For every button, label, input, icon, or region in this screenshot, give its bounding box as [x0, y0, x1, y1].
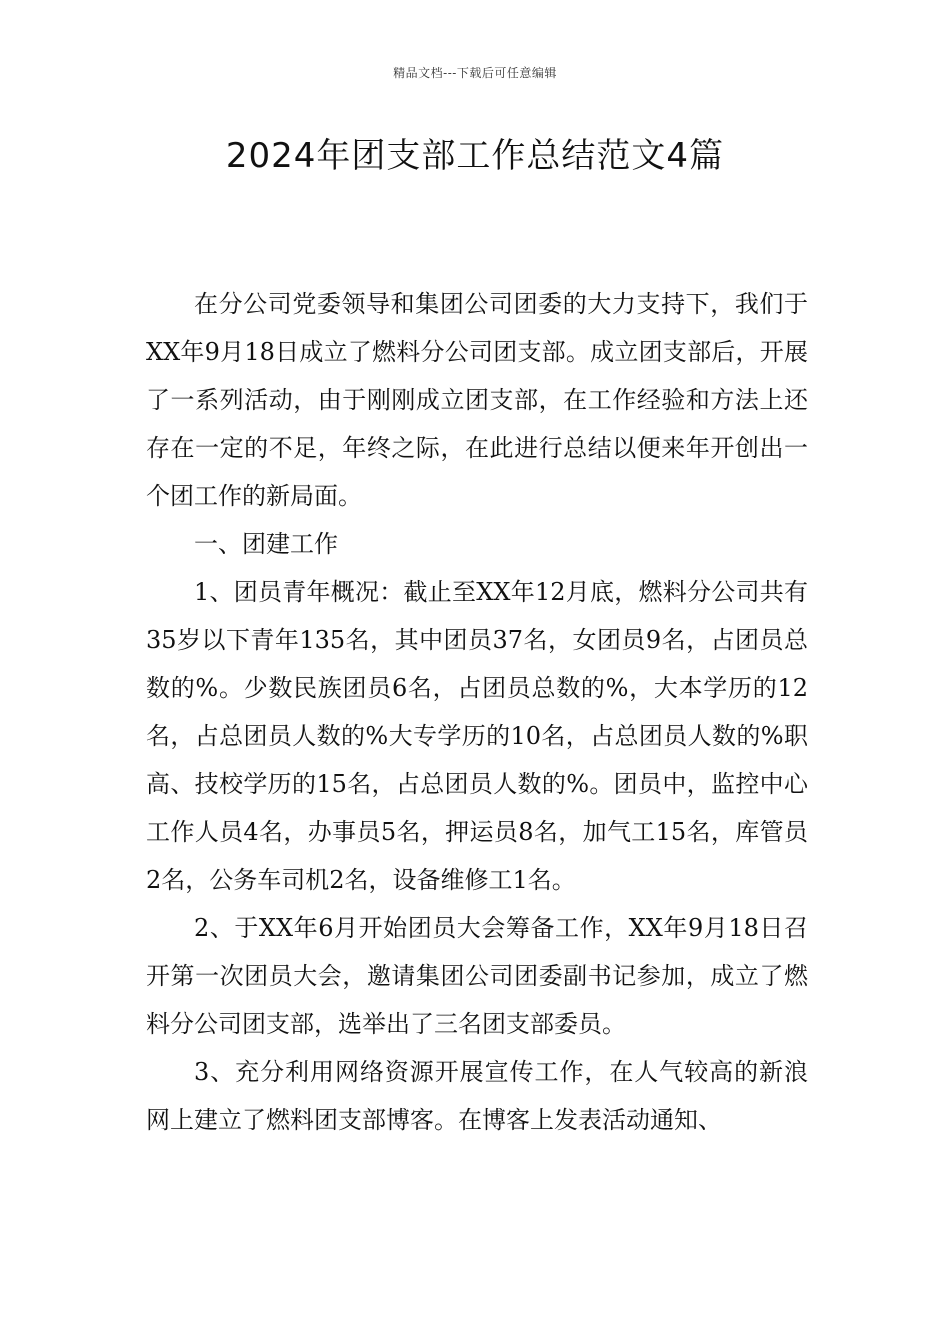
paragraph-item-3: 3、充分利用网络资源开展宣传工作，在人气较高的新浪网上建立了燃料团支部博客。在博客上发表活动通知、	[146, 1058, 808, 1134]
document-body	[146, 280, 808, 1144]
paragraph-item-2: 2、于XX年6月开始团员大会筹备工作，XX年9月18日召开第一次团员大会，邀请集团公司团委副书记参加，成立了燃料分公司团支部，选举出了三名团支部委员。	[146, 914, 808, 1038]
section-heading-team-building: 一、团建工作	[194, 530, 338, 558]
header-note: 精品文档---下载后可任意编辑	[393, 66, 557, 80]
paragraph-item-1: 1、团员青年概况：截止至XX年12月底，燃料分公司共有35岁以下青年135名，其中团员37名，女团员9名，占团员总数的%。少数民族团员6名，占团员总数的%，大本学历的12名，占总团员人数的%大专学历的10名，占总团员人数的%职高、技校学历的15名，占总团员人数的%。团员中，监控中心工作人员4名，办事员5名，押运员8名，加气工15名，库管员2名，公务车司机2名，设备维修工1名。	[146, 578, 808, 894]
document-title: 2024年团支部工作总结范文4篇	[225, 136, 725, 176]
paragraph-intro: 在分公司党委领导和集团公司团委的大力支持下，我们于XX年9月18日成立了燃料分公司团支部。成立团支部后，开展了一系列活动，由于刚刚成立团支部，在工作经验和方法上还存在一定的不足，年终之际，在此进行总结以便来年开创出一个团工作的新局面。	[146, 290, 808, 510]
